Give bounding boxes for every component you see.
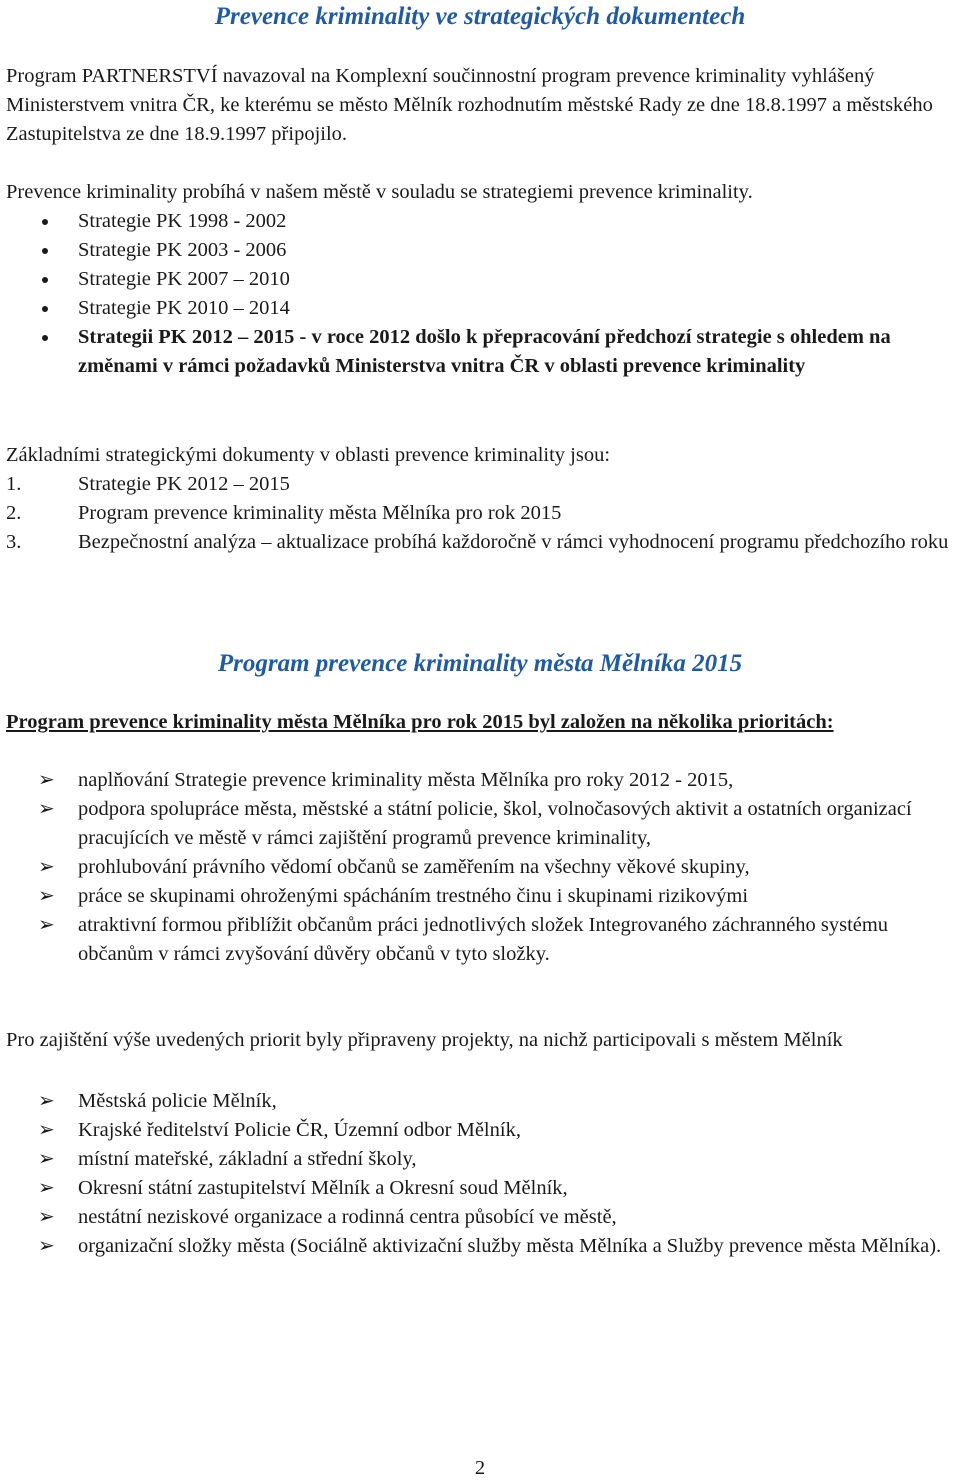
basic-documents-paragraph: Základními strategickými dokumenty v oblasti prevence kriminality jsou: (6, 444, 611, 466)
list-item-text: místní mateřské, základní a střední školy, (78, 1148, 417, 1170)
list-item (6, 499, 956, 528)
list-item (0, 236, 948, 265)
page-number: 2 (474, 1457, 486, 1479)
list-item-text: Bezpečnostní analýza – aktualizace probíhá každoročně v rámci vyhodnocení programu předchozího roku (78, 531, 949, 553)
bullet-icon (42, 219, 48, 225)
list-item-text: Program prevence kriminality města Mělníka pro rok 2015 (78, 502, 562, 524)
list-item (0, 1145, 948, 1174)
arrow-bullet-icon: ➢ (38, 1090, 55, 1112)
list-item-text: Strategie PK 2007 – 2010 (78, 268, 290, 290)
arrow-bullet-icon: ➢ (38, 1206, 55, 1228)
list-item (6, 470, 956, 499)
list-item (0, 911, 948, 969)
list-item-text: Strategie PK 2012 – 2015 (78, 473, 290, 495)
list-item-text: prohlubování právního vědomí občanů se zaměřením na všechny věkové skupiny, (78, 856, 750, 878)
arrow-bullet-icon: ➢ (38, 1148, 55, 1170)
list-item-text: Krajské ředitelství Policie ČR, Územní odbor Mělník, (78, 1119, 521, 1141)
arrow-bullet-icon: ➢ (38, 798, 55, 820)
list-item (0, 766, 948, 795)
strategies-list (0, 207, 960, 381)
list-item (0, 1087, 948, 1116)
priorities-list (0, 766, 960, 969)
list-item-text: naplňování Strategie prevence kriminality města Mělníka pro roky 2012 - 2015, (78, 769, 734, 791)
list-number: 3. (6, 531, 22, 553)
bullet-icon (42, 306, 48, 312)
list-number: 2. (6, 502, 22, 524)
bullet-icon (42, 248, 48, 254)
list-item-text: Strategie PK 1998 - 2002 (78, 210, 287, 232)
list-item (6, 528, 956, 557)
list-item-text: Strategie PK 2003 - 2006 (78, 239, 287, 261)
list-item (0, 207, 948, 236)
section-heading-strategic-documents: Prevence kriminality ve strategických dokumentech (214, 3, 746, 30)
list-item-text: Městská policie Mělník, (78, 1090, 277, 1112)
intro-paragraph: Program PARTNERSTVÍ navazoval na Komplexní součinnostní program prevence kriminality vyhlášený Ministerstvem vnitra ČR, ke kterému se město Mělník rozhodnutím městské Rady ze dne 18.8.1997 a městského Zastupitelstva ze dne 18.9.1997 připojilo. (6, 65, 933, 145)
list-item (0, 882, 948, 911)
list-item (0, 853, 948, 882)
list-item-text: atraktivní formou přiblížit občanům práci jednotlivých složek Integrovaného záchranného systému občanům v rámci zvyšování důvěry občanů v tyto složky. (78, 914, 889, 965)
list-item-text: práce se skupinami ohroženými spácháním trestného činu i skupinami rizikovými (78, 885, 749, 907)
partners-paragraph: Pro zajištění výše uvedených priorit byly připraveny projekty, na nichž participovali s městem Mělník (6, 1029, 843, 1051)
bullet-icon (42, 277, 48, 283)
list-item (0, 1174, 948, 1203)
list-item-text: Strategii PK 2012 – 2015 - v roce 2012 došlo k přepracování předchozí strategie s ohledem na změnami v rámci požadavků Ministerstva vnitra ČR v oblasti prevence kriminality (78, 326, 891, 377)
list-item-text: organizační složky města (Sociálně aktivizační služby města Mělníka a Služby prevence města Mělníka). (78, 1235, 942, 1257)
arrow-bullet-icon: ➢ (38, 914, 55, 936)
list-item (0, 323, 948, 381)
basic-documents-list (6, 470, 956, 557)
list-number: 1. (6, 473, 22, 495)
arrow-bullet-icon: ➢ (38, 1177, 55, 1199)
arrow-bullet-icon: ➢ (38, 885, 55, 907)
list-item-text: Okresní státní zastupitelství Mělník a Okresní soud Mělník, (78, 1177, 568, 1199)
list-item (0, 294, 948, 323)
list-item-text: Strategie PK 2010 – 2014 (78, 297, 290, 319)
bullet-icon (42, 335, 48, 341)
list-item-text: podpora spolupráce města, městské a státní policie, škol, volnočasových aktivit a ostatních organizací pracujících ve městě v rámci zajištění programů prevence kriminality, (78, 798, 912, 849)
list-item-text: nestátní neziskové organizace a rodinná centra působící ve městě, (78, 1206, 617, 1228)
arrow-bullet-icon: ➢ (38, 769, 55, 791)
arrow-bullet-icon: ➢ (38, 1235, 55, 1257)
arrow-bullet-icon: ➢ (38, 856, 55, 878)
arrow-bullet-icon: ➢ (38, 1119, 55, 1141)
list-item (0, 1116, 948, 1145)
strategies-paragraph: Prevence kriminality probíhá v našem městě v souladu se strategiemi prevence kriminality. (6, 181, 753, 203)
list-item (0, 265, 948, 294)
list-item (0, 795, 948, 853)
list-item (0, 1203, 948, 1232)
section-heading-program-2015: Program prevence kriminality města Mělníka 2015 (217, 650, 743, 677)
partners-list (0, 1087, 960, 1261)
list-item (0, 1232, 948, 1261)
priorities-intro: Program prevence kriminality města Mělníka pro rok 2015 byl založen na několika prioritách: (6, 711, 834, 733)
